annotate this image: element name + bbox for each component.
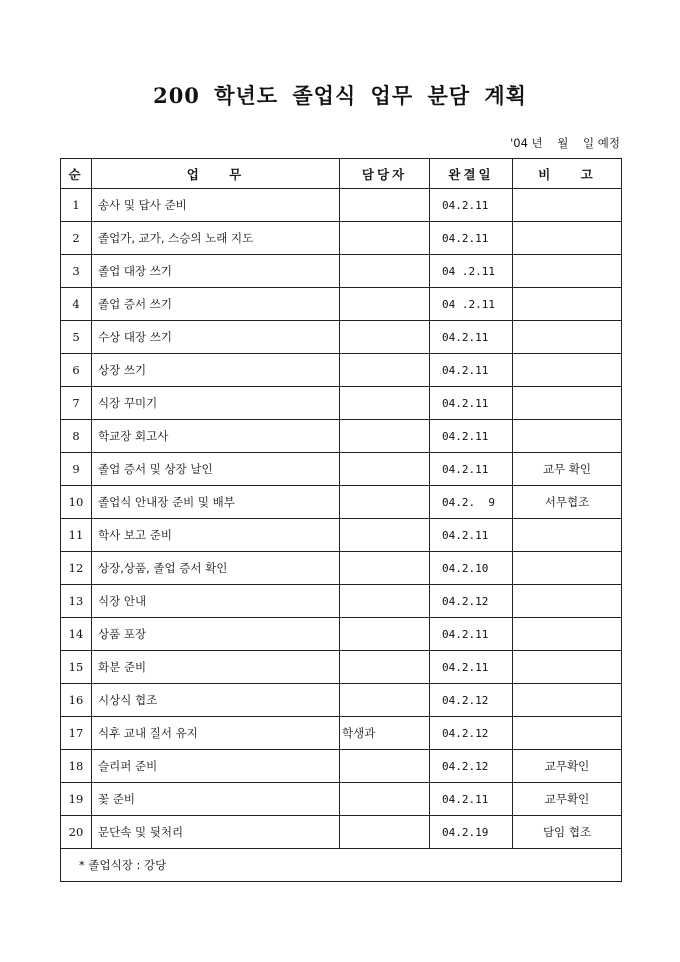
note-cell	[513, 717, 622, 750]
person-cell	[340, 783, 430, 816]
task-cell: 시상식 협조	[92, 684, 340, 717]
task-cell: 졸업 증서 쓰기	[92, 288, 340, 321]
table-row	[61, 717, 622, 750]
done-date-cell: 04 .2.11	[430, 255, 513, 288]
row-number: 4	[61, 288, 92, 321]
note-cell	[513, 189, 622, 222]
person-cell	[340, 453, 430, 486]
note-cell	[513, 651, 622, 684]
row-number: 11	[61, 519, 92, 552]
table-row	[61, 684, 622, 717]
date-line: '04 년 월 일 예정	[510, 136, 620, 150]
header-done: 완결일	[430, 159, 513, 189]
note-cell: 교무확인	[513, 750, 622, 783]
note-cell: 담임 협조	[513, 816, 622, 849]
note-cell	[513, 684, 622, 717]
task-cell: 학교장 회고사	[92, 420, 340, 453]
task-cell: 수상 대장 쓰기	[92, 321, 340, 354]
table-row	[61, 222, 622, 255]
duty-table	[60, 158, 622, 882]
row-number: 3	[61, 255, 92, 288]
row-number: 16	[61, 684, 92, 717]
table-row	[61, 387, 622, 420]
task-cell: 상품 포장	[92, 618, 340, 651]
note-cell	[513, 321, 622, 354]
task-cell: 상장 쓰기	[92, 354, 340, 387]
row-number: 20	[61, 816, 92, 849]
row-number: 8	[61, 420, 92, 453]
person-cell	[340, 255, 430, 288]
row-number: 5	[61, 321, 92, 354]
task-cell: 문단속 및 뒷처리	[92, 816, 340, 849]
note-cell: 교무확인	[513, 783, 622, 816]
task-cell: 화분 준비	[92, 651, 340, 684]
header-task: 업 무	[92, 159, 340, 189]
person-cell	[340, 519, 430, 552]
task-cell: 졸업식 안내장 준비 및 배부	[92, 486, 340, 519]
row-number: 6	[61, 354, 92, 387]
note-cell: 서무협조	[513, 486, 622, 519]
done-date-cell: 04.2.11	[430, 420, 513, 453]
note-cell	[513, 552, 622, 585]
done-date-cell: 04.2.11	[430, 222, 513, 255]
person-cell	[340, 816, 430, 849]
table-row	[61, 750, 622, 783]
row-number: 15	[61, 651, 92, 684]
table-row	[61, 420, 622, 453]
table-row	[61, 552, 622, 585]
task-cell: 꽃 준비	[92, 783, 340, 816]
table-row	[61, 189, 622, 222]
done-date-cell: 04.2.19	[430, 816, 513, 849]
done-date-cell: 04.2.11	[430, 519, 513, 552]
person-cell: 학생과	[340, 717, 430, 750]
footnote-row	[61, 849, 622, 882]
header-person: 담당자	[340, 159, 430, 189]
done-date-cell: 04.2.11	[430, 453, 513, 486]
table-row	[61, 519, 622, 552]
task-cell: 슬리퍼 준비	[92, 750, 340, 783]
done-date-cell: 04.2.11	[430, 321, 513, 354]
task-cell: 학사 보고 준비	[92, 519, 340, 552]
table-row	[61, 585, 622, 618]
person-cell	[340, 552, 430, 585]
table-row	[61, 618, 622, 651]
note-cell	[513, 222, 622, 255]
task-cell: 식장 꾸미기	[92, 387, 340, 420]
header-note: 비 고	[513, 159, 622, 189]
task-cell: 졸업 대장 쓰기	[92, 255, 340, 288]
task-cell: 식후 교내 질서 유지	[92, 717, 340, 750]
done-date-cell: 04.2.11	[430, 189, 513, 222]
person-cell	[340, 222, 430, 255]
row-number: 12	[61, 552, 92, 585]
table-row	[61, 354, 622, 387]
person-cell	[340, 750, 430, 783]
table-row	[61, 651, 622, 684]
note-cell	[513, 288, 622, 321]
done-date-cell: 04.2.12	[430, 717, 513, 750]
done-date-cell: 04.2.10	[430, 552, 513, 585]
row-number: 14	[61, 618, 92, 651]
person-cell	[340, 354, 430, 387]
person-cell	[340, 486, 430, 519]
row-number: 13	[61, 585, 92, 618]
note-cell	[513, 585, 622, 618]
person-cell	[340, 585, 430, 618]
note-cell: 교무 확인	[513, 453, 622, 486]
done-date-cell: 04.2.12	[430, 585, 513, 618]
row-number: 1	[61, 189, 92, 222]
done-date-cell: 04.2.11	[430, 783, 513, 816]
table-row	[61, 288, 622, 321]
person-cell	[340, 321, 430, 354]
done-date-cell: 04 .2.11	[430, 288, 513, 321]
table-row	[61, 783, 622, 816]
task-cell: 졸업 증서 및 상장 날인	[92, 453, 340, 486]
person-cell	[340, 387, 430, 420]
task-cell: 상장,상품, 졸업 증서 확인	[92, 552, 340, 585]
table-row	[61, 321, 622, 354]
note-cell	[513, 519, 622, 552]
done-date-cell: 04.2.11	[430, 618, 513, 651]
note-cell	[513, 255, 622, 288]
row-number: 9	[61, 453, 92, 486]
done-date-cell: 04.2.11	[430, 387, 513, 420]
table-row	[61, 255, 622, 288]
table-row	[61, 816, 622, 849]
document-title: 200 학년도 졸업식 업무 분담 계획	[153, 83, 527, 108]
done-date-cell: 04.2. 9	[430, 486, 513, 519]
done-date-cell: 04.2.12	[430, 750, 513, 783]
person-cell	[340, 618, 430, 651]
note-cell	[513, 420, 622, 453]
task-cell: 송사 및 답사 준비	[92, 189, 340, 222]
row-number: 10	[61, 486, 92, 519]
done-date-cell: 04.2.11	[430, 354, 513, 387]
task-cell: 졸업가, 교가, 스승의 노래 지도	[92, 222, 340, 255]
done-date-cell: 04.2.11	[430, 651, 513, 684]
row-number: 2	[61, 222, 92, 255]
row-number: 18	[61, 750, 92, 783]
person-cell	[340, 651, 430, 684]
header-no: 순	[61, 159, 92, 189]
task-cell: 식장 안내	[92, 585, 340, 618]
done-date-cell: 04.2.12	[430, 684, 513, 717]
table-row	[61, 453, 622, 486]
note-cell	[513, 387, 622, 420]
row-number: 17	[61, 717, 92, 750]
person-cell	[340, 288, 430, 321]
row-number: 19	[61, 783, 92, 816]
note-cell	[513, 618, 622, 651]
person-cell	[340, 420, 430, 453]
table-row	[61, 486, 622, 519]
footnote: * 졸업식장 : 강당	[61, 849, 622, 882]
note-cell	[513, 354, 622, 387]
row-number: 7	[61, 387, 92, 420]
person-cell	[340, 189, 430, 222]
header-row	[61, 159, 622, 189]
person-cell	[340, 684, 430, 717]
